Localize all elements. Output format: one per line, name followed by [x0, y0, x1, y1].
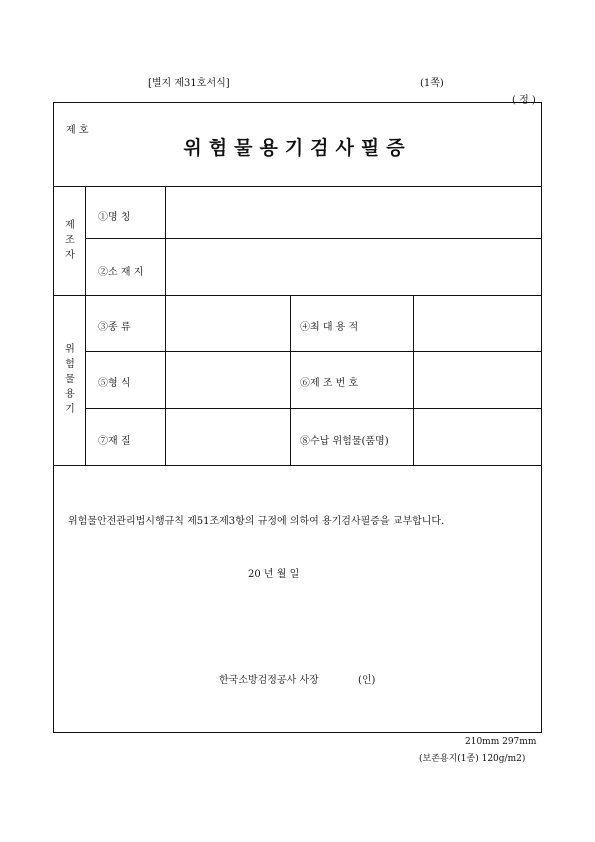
- manufacturer-section-label: 제 조 자: [65, 220, 75, 261]
- divider-section-column: [85, 186, 86, 465]
- paper-spec: (보존용지(1종) 120g/m2): [419, 754, 526, 764]
- paper-size: 210mm 297mm: [465, 737, 537, 747]
- page-number: (1쪽): [420, 78, 444, 89]
- max-capacity-label: ④최 대 용 적: [300, 322, 359, 333]
- serial-number-label: ⑥제 조 번 호: [300, 378, 359, 389]
- divider-manufacturer-row: [86, 238, 541, 239]
- container-section-label: 위 험 물 용 기: [65, 344, 75, 415]
- issuance-statement: 위험물안전관리법시행규칙 제51조제3항의 규정에 의하여 용기검사필증을 교부합니다.: [68, 516, 445, 527]
- page-title: 위험물용기검사필증: [183, 137, 412, 159]
- material-label: ⑦재 질: [98, 436, 131, 447]
- divider-label-column: [165, 186, 166, 465]
- form-reference: [별지 제31호서식]: [148, 78, 230, 89]
- name-label: ①명 칭: [98, 212, 131, 223]
- issuer-name: 한국소방검정공사 사장: [219, 675, 319, 686]
- address-label: ②소 재 지: [98, 267, 144, 278]
- divider-right-label-column: [413, 295, 414, 465]
- type-label: ③종 류: [98, 322, 131, 333]
- divider-container-row2: [86, 408, 541, 409]
- divider-title: [54, 186, 541, 187]
- certificate-form: [53, 102, 542, 733]
- divider-container-row1: [86, 351, 541, 352]
- contents-label: ⑧수납 위험물(품명): [300, 436, 389, 447]
- divider-manufacturer: [54, 295, 541, 296]
- issue-date: 20 년 월 일: [248, 569, 300, 580]
- divider-middle-column: [290, 295, 291, 465]
- divider-container: [54, 465, 541, 466]
- front-side-mark: ( 정 ): [512, 95, 536, 106]
- number-label: 제 호: [66, 125, 89, 136]
- seal-mark: (인): [358, 675, 376, 686]
- model-label: ⑤형 식: [98, 378, 131, 389]
